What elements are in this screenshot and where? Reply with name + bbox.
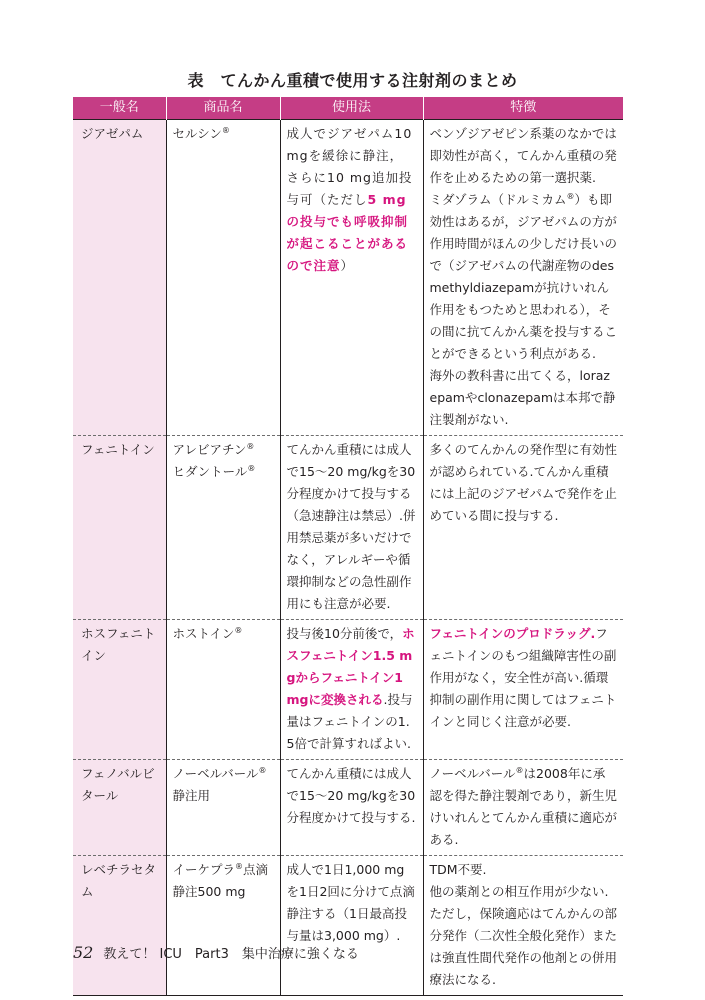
header-features: 特徴 bbox=[423, 97, 623, 120]
features-cell: TDM不要. 他の薬剤との相互作用が少ない.ただし，保険適応はてんかんの部分発作（二次性全般化発作）または強直性間代発作の他剤との併用療法になる. bbox=[423, 856, 623, 996]
usage-cell: てんかん重積には成人で15～20 mg/kgを30分程度かけて投与する（急速静注は禁忌）.併用禁忌薬が多いだけでなく，アレルギーや循環抑制などの急性副作用にも注意が必要. bbox=[280, 436, 423, 620]
table-row bbox=[73, 436, 623, 620]
table-header-row bbox=[73, 97, 623, 120]
usage-cell: てんかん重積には成人で15～20 mg/kgを30分程度かけて投与する. bbox=[280, 760, 423, 856]
header-generic-name: 一般名 bbox=[73, 97, 166, 120]
injection-drug-table bbox=[73, 97, 623, 996]
generic-name-cell: ホスフェニトイン bbox=[73, 620, 166, 760]
table-row bbox=[73, 760, 623, 856]
table-row bbox=[73, 120, 623, 436]
conversion-highlight: ホスフェニトイン1.5 mgからフェニトイン1 mgに変換される bbox=[286, 626, 415, 707]
table-title: 表 てんかん重積で使用する注射剤のまとめ bbox=[187, 71, 518, 90]
usage-cell: 成人でジアゼパム10 mgを緩徐に静注，さらに10 mg追加投与可（ただし5 mgの投与でも呼吸抑制が起こることがあるので注意） bbox=[280, 120, 423, 436]
table-row bbox=[73, 856, 623, 996]
brand-name-cell: セルシン® bbox=[166, 120, 280, 436]
generic-name-cell: フェノバルビタール bbox=[73, 760, 166, 856]
prodrug-highlight: フェニトインのプロドラッグ. bbox=[429, 626, 596, 641]
header-usage: 使用法 bbox=[280, 97, 423, 120]
page-footer bbox=[73, 943, 359, 962]
brand-name-cell: アレビアチン® ヒダントール® bbox=[166, 436, 280, 620]
features-cell: 多くのてんかんの発作型に有効性が認められている.てんかん重積には上記のジアゼパムで発作を止めている間に投与する. bbox=[423, 436, 623, 620]
generic-name-cell: ジアゼパム bbox=[73, 120, 166, 436]
usage-cell: 成人で1日1,000 mgを1日2回に分けて点滴静注する（1日最高投与量は3,000 mg）. bbox=[280, 856, 423, 996]
brand-name-cell: イーケプラ®点滴静注500 mg bbox=[166, 856, 280, 996]
features-cell: フェニトインのプロドラッグ.フェニトインのもつ組織障害性の副作用がなく，安全性が高い.循環抑制の副作用に関してはフェニトインと同じく注意が必要. bbox=[423, 620, 623, 760]
features-cell: ベンゾジアゼピン系薬のなかでは即効性が高く，てんかん重積の発作を止めるための第一選択薬. ミダゾラム（ドルミカム®）も即効性はあるが，ジアゼパムの方が作用時間がほんの少しだけ長いので（ジアゼパムの代謝産物のdesmethyldiazepamが抗けいれん作用をもつためと思われる），その間に抗てんかん薬を投与することができるという利点がある. 海外の教科書に出てくる，lorazepamやclonazepamは本邦で静注製剤がない. bbox=[423, 120, 623, 436]
table-row bbox=[73, 620, 623, 760]
brand-name-cell: ノーベルバール® 静注用 bbox=[166, 760, 280, 856]
header-brand-name: 商品名 bbox=[166, 97, 280, 120]
page-number: 52 bbox=[73, 943, 94, 962]
generic-name-cell: レベチラセタム bbox=[73, 856, 166, 996]
usage-cell: 投与後10分前後で，ホスフェニトイン1.5 mgからフェニトイン1 mgに変換される.投与量はフェニトインの1.5倍で計算すればよい. bbox=[280, 620, 423, 760]
features-cell: ノーベルバール®は2008年に承認を得た静注製剤であり，新生児けいれんとてんかん重積に適応がある. bbox=[423, 760, 623, 856]
brand-name-cell: ホストイン® bbox=[166, 620, 280, 760]
generic-name-cell: フェニトイン bbox=[73, 436, 166, 620]
footer-running-title: 教えて！ ICU Part3 集中治療に強くなる bbox=[103, 947, 359, 962]
warning-highlight: 5 mgの投与でも呼吸抑制が起こることがあるので注意 bbox=[286, 192, 409, 273]
